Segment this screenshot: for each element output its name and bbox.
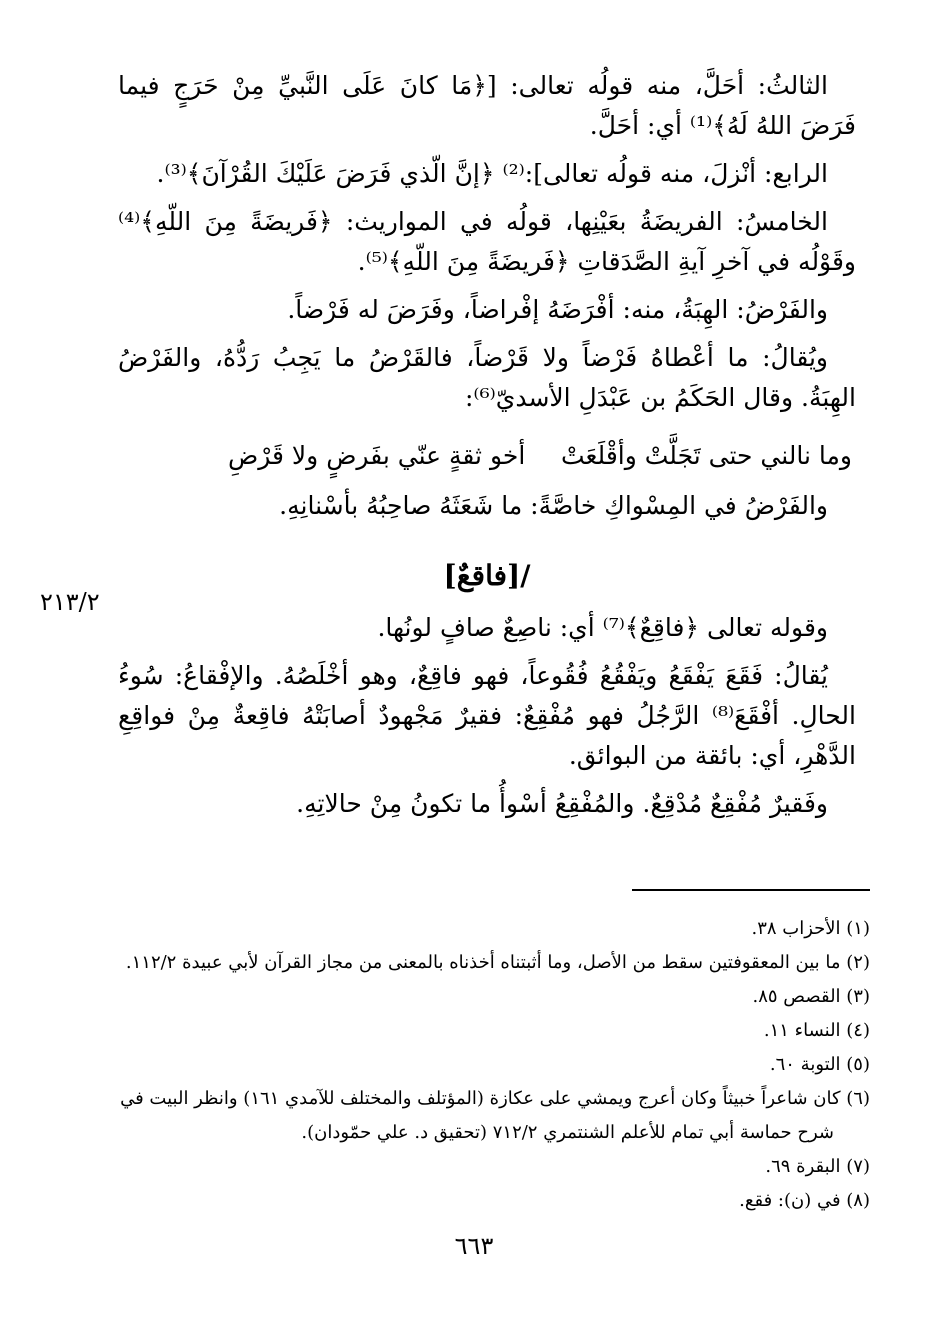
footnote-separator (632, 889, 870, 891)
paragraph-fourth-meaning: الرابع: أنْزلَ، منه قولُه تعالى]:⁽²⁾ ﴿إنَّ الّذي فَرَضَ عَلَيْكَ القُرْآنَ﴾⁽³⁾. (156, 159, 828, 188)
paragraph-mufqi: وفَقيرٌ مُفْقِعٌ مُدْقِعٌ. والمُفْقِعُ أسْوأُ ما تكونُ مِنْ حالاتِهِ. (296, 789, 828, 818)
paragraph-fifth-meaning: الخامسُ: الفريضَةُ بعَيْنِها، قولُه في المواريث: ﴿فَريضَةً مِنَ اللّهِ﴾⁽⁴⁾ وقَوْلُه في آخرِ آيةِ الصَّدَقاتِ ﴿فَريضَةً مِنَ اللّهِ﴾⁽⁵⁾. (118, 207, 856, 276)
paragraph-faqi-definition: يُقالُ: فَقَعَ يَفْقَعُ ويَفْقُعُ فُقُوعاً، فهو فاقِعٌ، وهو أخْلَصُهُ. والإفْقاعُ: سُوءُ الحالِ. أفْقَعَ⁽⁸⁾ الرَّجُلُ فهو مُفْقِعٌ: فقيرٌ مَجْهودٌ أصابَتْهُ فاقِعةٌ مِنْ فواقِعِ الدَّهْرِ، أي: بائقة من البوائق. (118, 661, 856, 770)
footnote-item: (٦) كان شاعراً خبيثاً وكان أعرج ويمشي على عكازة (المؤتلف والمختلف للآمدي ١٦١) وانظر البيت في (120, 1088, 870, 1109)
paragraph-miswak: والفَرْضُ في المِسْواكِ خاصَّةً: ما شَعَثَهُ صاحِبُهُ بأسْنانِهِ. (279, 491, 828, 520)
page-number: ٦٦٣ (454, 1232, 494, 1260)
margin-reference: ٢١٣/٢ (40, 588, 100, 616)
footnote-item: (٨) في (ن): فقع. (739, 1190, 870, 1211)
verse-first-hemistich: وما نالني حتى تَجَلَّتْ وأقْلَعَتْ (560, 441, 852, 470)
footnote-item: (١) الأحزاب ٣٨. (751, 918, 870, 939)
footnote-item: (٢) ما بين المعقوفتين سقط من الأصل، وما أثبتناه أخذناه بالمعنى من مجاز القرآن لأبي عبيدة ١١٢/٢. (125, 952, 870, 973)
verse-second-hemistich: أخو ثقةٍ عنّي بفَرضٍ ولا قَرْضِ (228, 441, 526, 470)
paragraph-third-meaning: الثالثُ: أحَلَّ، منه قولُه تعالى: [﴿مَا كانَ عَلَى النَّبيِّ مِنْ حَرَجٍ فيما فَرَضَ اللهُ لَهُ﴾⁽¹⁾ أي: أحَلَّ. (118, 71, 856, 140)
footnote-continuation: شرح حماسة أبي تمام للأعلم الشنتمري ٧١٢/٢ (تحقيق د. علي حمّودان). (301, 1122, 834, 1143)
footnote-item: (٤) النساء ١١. (763, 1020, 870, 1041)
footnote-item: (٣) القصص ٨٥. (752, 986, 870, 1007)
footnotes (120, 912, 870, 1218)
paragraph-gift-meaning: والفَرْضُ: الهِبَةُ، منه: أفْرَضَهُ إفْراضاً، وفَرَضَ له فَرْضاً. (287, 295, 828, 324)
paragraph-faqi-verse: وقوله تعالى ﴿فاقِعٌ﴾⁽⁷⁾ أي: ناصِعٌ صافٍ لونُها. (377, 613, 828, 642)
main-text (118, 66, 856, 832)
footnote-item: (٧) البقرة ٦٩. (765, 1156, 870, 1177)
paragraph-loan-meaning: ويُقالُ: ما أعْطاهُ فَرْضاً ولا قَرْضاً، فالقَرْضُ ما يَجِبُ رَدُّهُ، والفَرْضُ الهِبَةُ. وقال الحَكَمُ بن عَبْدَلِ الأسديّ⁽⁶⁾: (118, 343, 856, 412)
entry-heading: /[فاقعٌ] (443, 559, 531, 592)
poetry-verse (118, 436, 856, 476)
footnote-item: (٥) التوبة ٦٠. (769, 1054, 870, 1075)
